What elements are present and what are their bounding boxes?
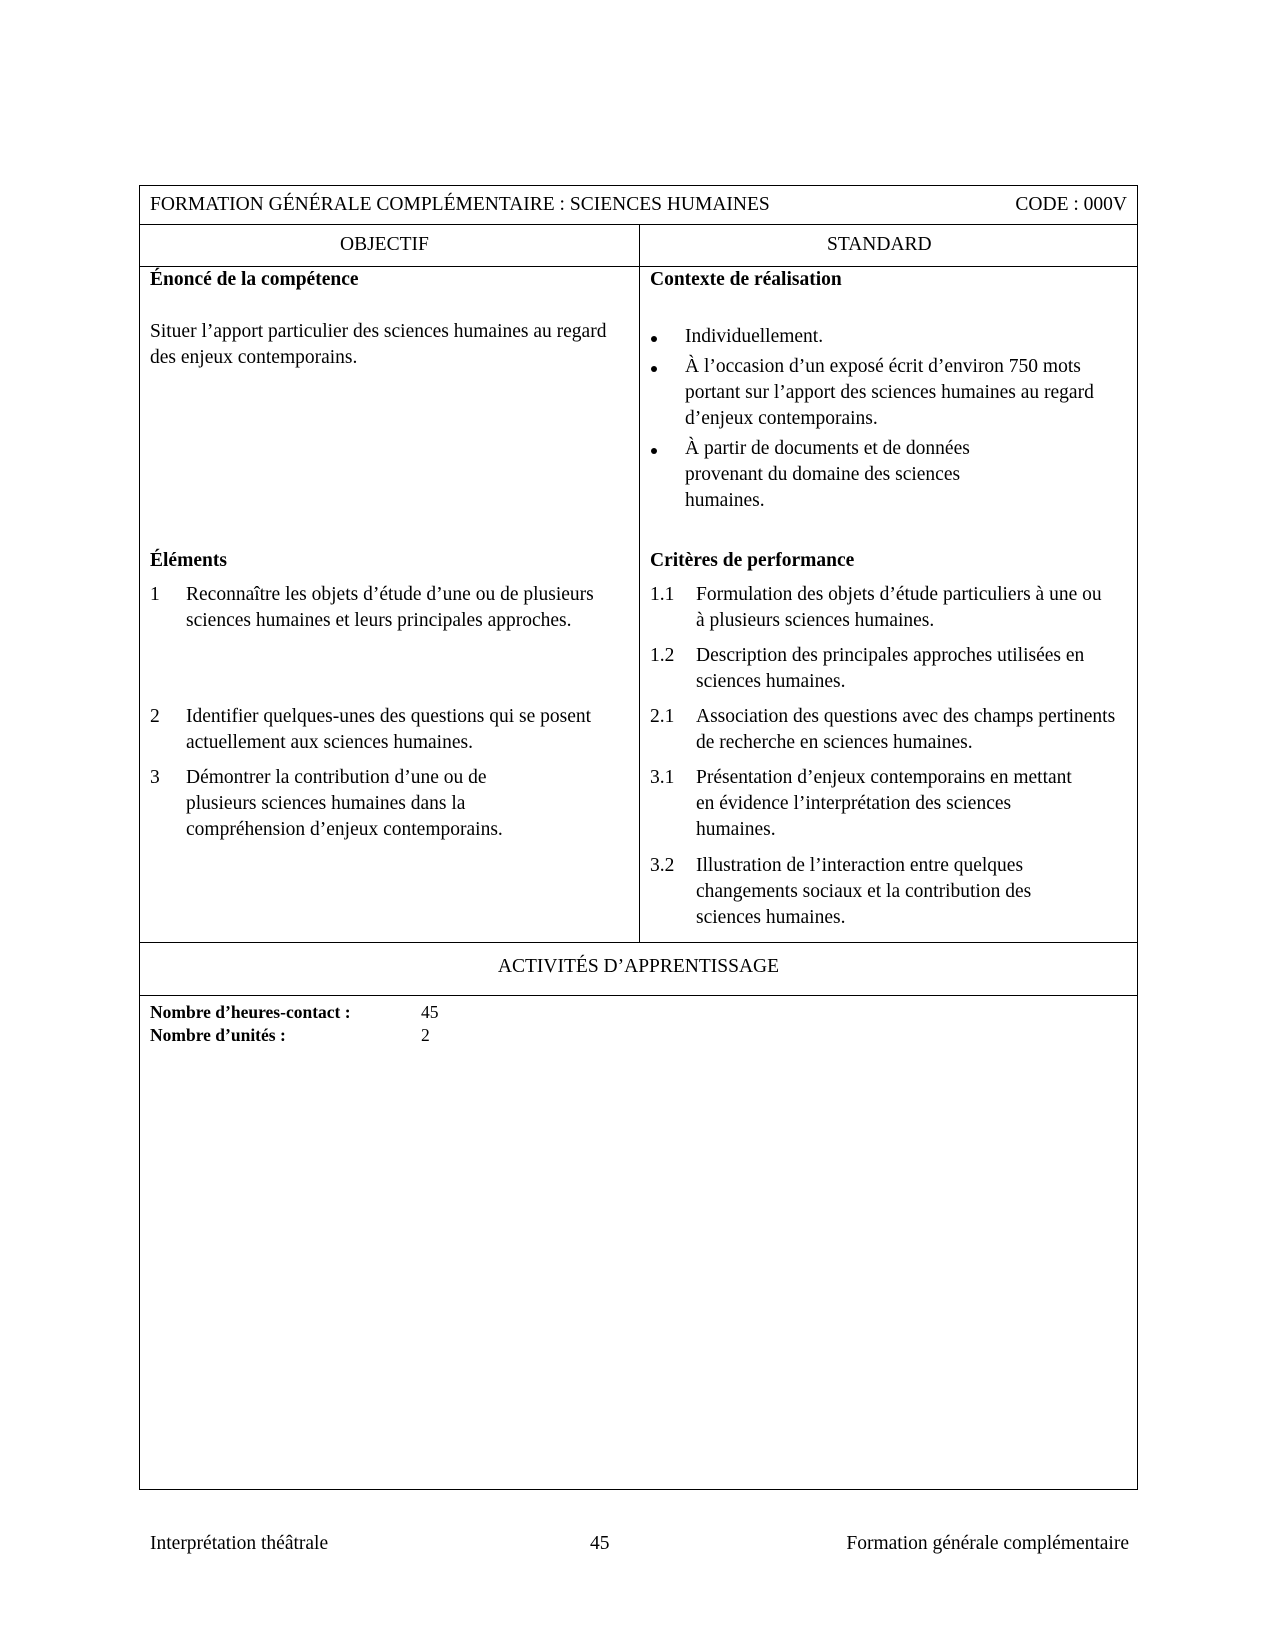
element-text: Identifier quelques-unes des questions qui se posent actuellement aux sciences humaines. [186, 706, 592, 753]
criterion-text: Description des principales approches utilisées en sciences humaines. [696, 645, 1085, 692]
column-title-standard: STANDARD [827, 234, 932, 255]
rule-under-activities [140, 995, 1137, 996]
criterion-number: 3.2 [650, 855, 675, 876]
criterion-text: Illustration de l’interaction entre quelques changements sociaux et la contribution des sciences humaines. [696, 855, 1032, 928]
column-title-objectif: OBJECTIF [340, 234, 429, 255]
competence-text: Situer l’apport particulier des sciences humaines au regard des enjeux contemporains. [150, 321, 607, 368]
criterion-text: Formulation des objets d’étude particuliers à une ou à plusieurs sciences humaines. [696, 584, 1102, 631]
criterion-text: Association des questions avec des champs pertinents de recherche en sciences humaines. [696, 706, 1116, 753]
criterion-number: 3.1 [650, 767, 675, 788]
criterion-text: Présentation d’enjeux contemporains en mettant en évidence l’interprétation des sciences humaines. [696, 767, 1072, 840]
units-value: 2 [421, 1025, 430, 1045]
form-code: CODE : 000V [1015, 194, 1127, 215]
column-divider [639, 224, 640, 942]
context-item: À partir de documents et de données provenant du domaine des sciences humaines. [685, 438, 970, 511]
form-title: FORMATION GÉNÉRALE COMPLÉMENTAIRE : SCIENCES HUMAINES [150, 194, 770, 215]
criteria-heading: Critères de performance [650, 550, 855, 571]
page-number: 45 [590, 1533, 610, 1554]
criterion-number: 2.1 [650, 706, 675, 727]
element-number: 2 [150, 706, 160, 727]
units-label: Nombre d’unités : [150, 1025, 286, 1045]
context-item: À l’occasion d’un exposé écrit d’environ 750 mots portant sur l’apport des sciences humaines au regard d’enjeux contemporains. [685, 356, 1094, 429]
bullet-icon [651, 448, 657, 454]
bullet-icon [651, 366, 657, 372]
footer-left: Interprétation théâtrale [150, 1533, 329, 1554]
hours-label: Nombre d’heures-contact : [150, 1002, 351, 1022]
element-text: Démontrer la contribution d’une ou de plusieurs sciences humaines dans la compréhension d’enjeux contemporains. [186, 767, 503, 840]
rule-above-activities [140, 942, 1137, 943]
activities-heading: ACTIVITÉS D’APPRENTISSAGE [497, 956, 780, 977]
bullet-icon [651, 336, 657, 342]
competence-heading: Énoncé de la compétence [150, 269, 359, 290]
element-text: Reconnaître les objets d’étude d’une ou de plusieurs sciences humaines et leurs principales approches. [186, 584, 594, 631]
context-heading: Contexte de réalisation [650, 269, 842, 290]
document-frame [139, 185, 1138, 1490]
criterion-number: 1.1 [650, 584, 675, 605]
footer-right: Formation générale complémentaire [846, 1533, 1129, 1554]
context-item: Individuellement. [685, 326, 824, 347]
element-number: 1 [150, 584, 160, 605]
hours-value: 45 [421, 1002, 439, 1022]
elements-heading: Éléments [150, 550, 227, 571]
element-number: 3 [150, 767, 160, 788]
criterion-number: 1.2 [650, 645, 675, 666]
